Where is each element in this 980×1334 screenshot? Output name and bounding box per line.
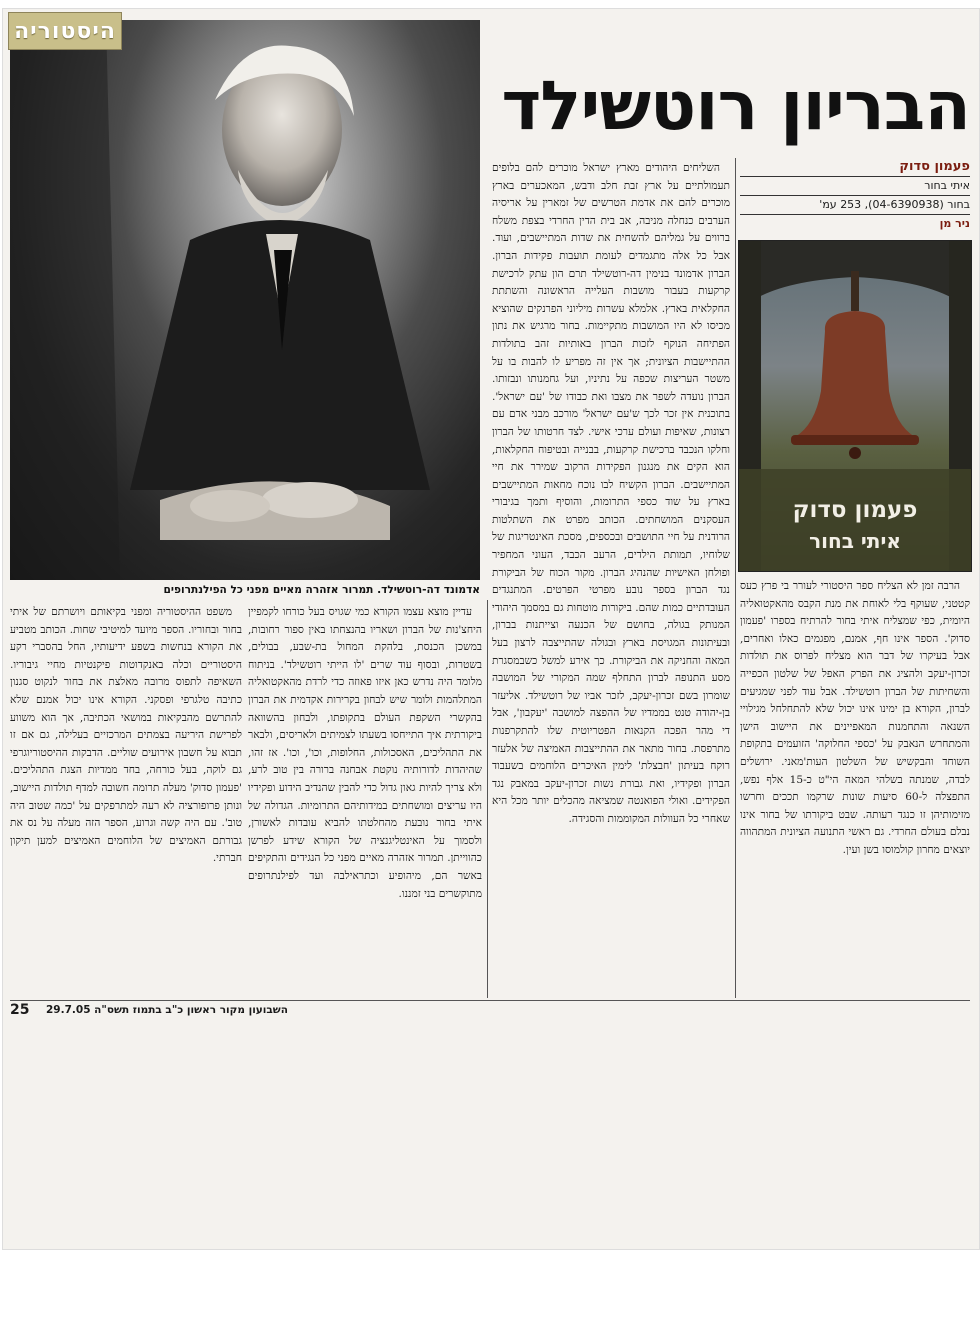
reviewer-name: ניר מן	[939, 217, 970, 230]
book-author: איתי בחור	[740, 177, 970, 196]
portrait-illustration	[10, 20, 480, 580]
portrait-photo	[10, 20, 480, 580]
column-rule	[487, 600, 488, 998]
book-title: פעמון סדוק	[740, 158, 970, 177]
book-cover	[738, 240, 972, 572]
column-rule	[735, 158, 736, 998]
photo-caption: אדמונד דה-רוטשילד. תמרור אזהרה מאיים מפני כל הפילנתרופים	[163, 584, 480, 596]
footer-publication: השבועון מקור ראשון כ"ב בתמוז תשס"ה 29.7.05	[46, 1004, 288, 1016]
article-column-4: משפט ההיסטוריה ומפני בקיאותם ויושרתם של איתי בחור ובחוריו. הספר מיועד למיטיבי שחות. הכותב מטביע את הקורא בנחשות בשפע ידיעותיו, החל בהסברי רקע היסטוריים וכלה באנקדוטות פיקנטיות מחיי גיבוריו. השאיפה לתפוס מרובה מאלצת את בחור לנקוט סגנון כתיבה טלגרפי ופסקני. הקורא אינו יכול אמנם שלא להתרשם מהבקיאות במושאי הכתיבה, אך הוא משווע לפרישת היריעה בצמתים המרכזיים בעלילה, גם אם זו תבוא על חשבון אירועים שוליים. הדבקות ההיסטוריוגרפי גם לוקה, בעל כורחה, בחד ממדיות הצגת התהליכים. 'פעמון סדוק' מעלה תרומה חשובה למדף תולדות היישוב, ונותן פרופורציה לא רעה למתרפקים על 'כמה שטוב היה טוב'. עם היה קשה וגרוע, הספר הזה מעלה על נס את גבורתם האמיצים של הלוחמים האמיצים למען תיקון חברתי.	[10, 606, 242, 865]
page-number: 25	[10, 1002, 30, 1018]
cover-author: איתי בחור	[809, 529, 901, 553]
cover-title: פעמון סדוק	[792, 497, 918, 523]
article-column-2: השליחים היהודים מארץ ישראל מוכרים להם בלופים תעמולתיים על ארץ זבת חלב ודבש, המאכערים בארץ מוכרים להם את אדמת הטרשים של זמארין על אריסיה הערבים כנחלה מניבה, אב בית הדין החרדי בצפת משלח ברווים על גמליהם להשחית את שדות המתיישבים, ועוד. אבל כל אלה מתגמדים לעומת תועבות פקידות הברון. הברון אדמונד בנימין דה-רוטשילד תרם הון עתק לרכישת קרקעות בעבור מושבות העלייה הראשונה והשתתת החקלאית בארץ. אלמלא עשרות מיליוני הפרנקים שהוציא מכיסו לא היו המושבות מתקיימות. בחור מרגיש את נתון הפתיחה הנוקף לזכות הברון באותיות זהב בתולדות ההתיישבות הציונית; אך אין זה מפריע לו להבות בו על משטר העריצות שכפה על נתיניו, ועל גחמנותו ונבזותו. הברון נועדה לשפר את מצבו ואת כבודו של 'עם ישראל'. בתוכנית אין זכר לכך ש'עם ישראל' מורכב מבני אדם עם רצונות, שאיפות ועולם ערכי אישי. לצד חרטותו של הברון וחלקו הנכבד ברכישת קרקעות, בבנייה ובטיפוח החקלאות, הוא הקים את מנגנון הפקידות הרקוב שמירר את חיי המתיישבים. הברון הקשיח לבו נוכח מחאות המתיישבים בארץ על שוד כספי התרומות, והוסיף ותמך בגיבורי העסקנים המושחתים. הכותב מפרט את השתלטות הרודנית על חיי התושבים ובכספים, מסכת האינטריגות של שלוחיו, תמותת הילדים, הרעב הכבד, העוני המחפיר ופולחן האישיות שהנהיג הברון. מקור הכוח של הביקורת נגד הברון בספר נובע מפרטי הפרטים. המתנגדים העובדתיים כמות שהם. ביקורות מוטחות גם במסמך היהודי המנותק בגולה, בחושם של הכנעה וצייתנות בברון, ובעיתונות המגויסת בארץ ובגולה שהתייצבה לרצון בעל המאה והחניקה את הביקורת. כך אירע למשל כשבמסגרת מסע התנופה לברון התחלף שמה המקורי של המושבה שומרון בשם זכרון-יעקב, לזכר אביו של רוטשילד. אליעזר בן-יהודה טנט בממדיו של ההפצה למושבה 'יעקבון', אבל די מהר הפכה הקנאות הפטריוטית שלו להתקרפנות מתרפסת. בחור מתאר את ההתייצבות האמיצה של אלעזר רוקח בעיתון 'חבצלת' לימין האיכרים הלוחמים בשעבוד הברון ופקידיו, ואת גבורת נשות זכרון-יעקב במאבק נגד הפקידים. ואולי הפואנטה שמציאה מהכלים יותר מכל היא שאחרי כל העוולות המקוממות והסגידה.	[492, 162, 730, 825]
article-headline: הבריון רוטשילד	[501, 67, 970, 146]
book-publisher: בחור (04-6390938), 253 עמ'	[740, 196, 970, 215]
book-info-box	[740, 158, 970, 233]
article-column-3: עדיין מוצא עצמו הקורא כמי שגויס בעל כורחו לקמפיין היחצ'נות של הברון ושאריו בהנצחתו באין ספור רחובות, במשכן הכנסת, בלהקת המחול בת-שבע, בבולים, בשטרות, ובסוף עוד שרים 'לו הייתי רוטשילד'. בניתוח מלומד היה נדרש כאן איזו פאוזה כדי לרדת מהאקטואליה המתלהמות ולומר שיש לבחון בקרירות אקדמית את הברון בהקשרי השקפת העולם בתקופתו, ולבחון בהשוואה ביקורתית איך התייחסו בשעתו לצמיתים ולאריסים, ולבאר את התהליכים, האסכולות, החלופות, וכו', וכו'. אז זהו, שהיהדות לדורותיה נוקטת אבחנה ברורה בין טוב לרע, ולא צריך להיות גאון גדול כדי להבין שהנדיב הידוע ופקידיו היו עריצים ומושחתים במידותיהם התרומיות. הגדולה של איתי בחור נובעת מהחלטתו להביא עובדות לאשורן, ולסמוך על האינטליגנציה של הקורא שידע לפרשן כהווייתן. תמרור אזהרה מאיים מפני כל הנגידים והתקיפים באשר הם, מיהופיע וכתראילבה ועד לפילנתרופים מתוקשרים בני זמננו.	[248, 606, 482, 900]
article-column-1: הרבה זמן לא הצליח ספר היסטורי לעורר בי פרץ כעס קטטני, שעוקף בלי לאוחת את מנת הקבס מהאקטואליה היומית, כפי שמצליח איתי בחור להרתיח בספרו 'פעמון סדוק'. הספר אינו חף, אמנם, מפגמים כאלו ואחרים, אבל בעיקרו של דבר הוא מצליח לפרוס את תולדות זכרון-יעקב ולהציג את הפרק האפל של שלטון הכפייה והשחיתות של הברון רוטשילד. אבל עוד לפני שמגיעים לברון, הקורא בן ימינו אינו יכול שלא להתחלחל מגילויי השנאה והתחמנות המאפיינים את היישוב הישן והמתחרש הנאבק על 'כספי החלוקה' הזועמים בתקופת השוחד והבקשיש של השלטון העות'מאני. ירושלים לבדה, שמנתה בשלהי המאה הי"ט כ-15 אלף נפש, התפצלה ל-60 סיעות שונות שרקמו תככים וחרשו מזימותיהן זו כנגד רעותה. שבט ביקורתו של בחור אינו נבלם בעולם החרדי. גם ראשי התנועה הציונית המתהווה יוצאים מחרון קולמוסו בשן ועין.	[740, 580, 970, 856]
section-label-history: היסטוריה	[8, 12, 122, 50]
